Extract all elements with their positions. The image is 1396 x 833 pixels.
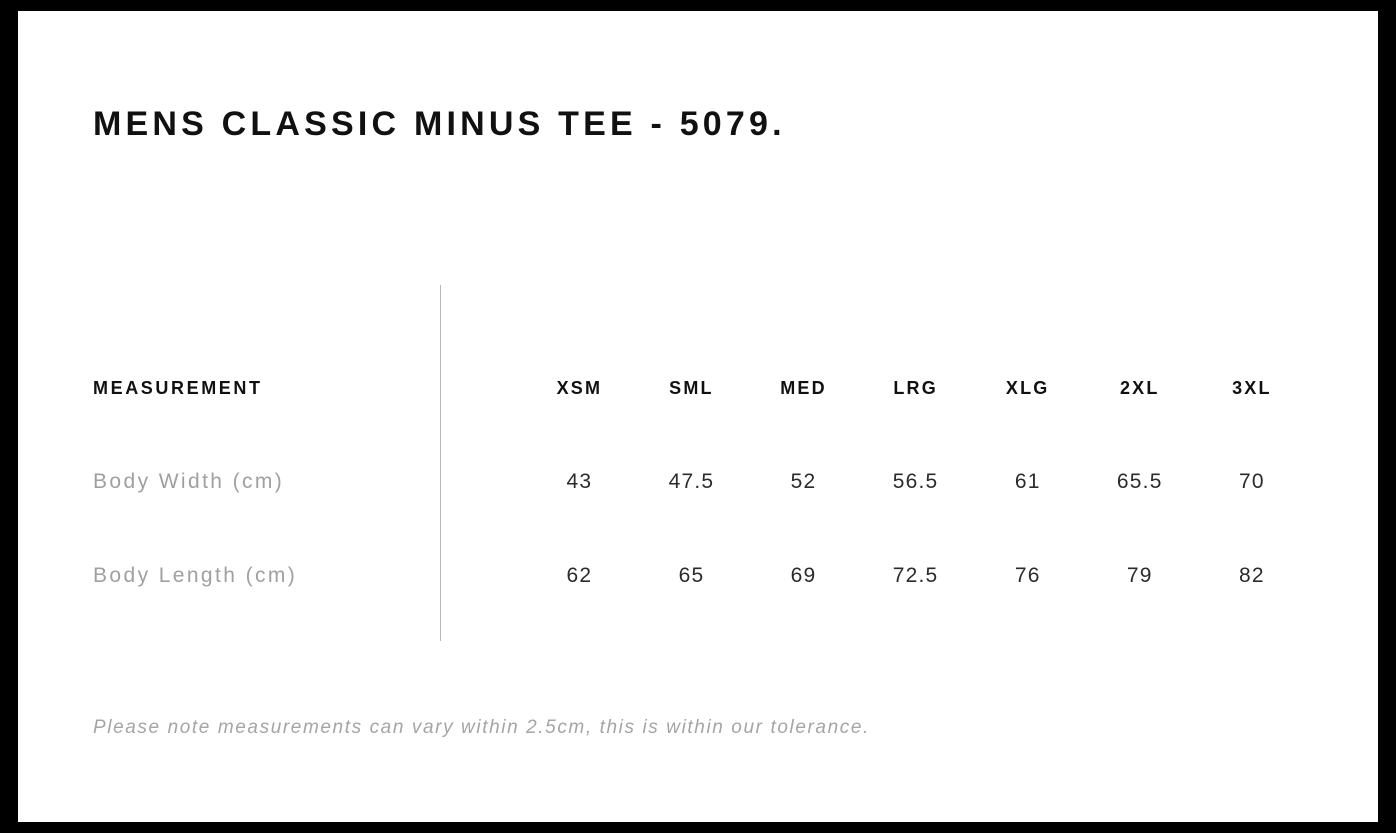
cell-body-length-xsm: 62 (566, 564, 593, 587)
tolerance-note: Please note measurements can vary within 2.5cm, this is within our tolerance. (93, 717, 870, 738)
size-column-header-sml: SML (669, 377, 714, 398)
page-title: MENS CLASSIC MINUS TEE - 5079. (93, 105, 786, 143)
row-label-body-width: Body Width (cm) (93, 470, 285, 493)
cell-body-length-xlg: 76 (1014, 564, 1041, 587)
cell-body-width-xsm: 43 (566, 470, 593, 493)
table-row (93, 529, 1308, 623)
size-column-header-2xl: 2XL (1119, 377, 1160, 398)
size-column-header-xsm: XSM (556, 377, 603, 398)
size-chart-table (93, 341, 1308, 623)
size-column-header-med: MED (780, 377, 827, 398)
cell-body-width-xlg: 61 (1014, 470, 1041, 493)
size-chart-page (18, 11, 1378, 822)
row-label-body-length: Body Length (cm) (93, 564, 298, 587)
cell-body-length-sml: 65 (678, 564, 705, 587)
cell-body-width-3xl: 70 (1239, 470, 1265, 493)
cell-body-width-lrg: 56.5 (892, 470, 939, 493)
size-column-header-xlg: XLG (1005, 377, 1050, 398)
cell-body-length-med: 69 (790, 564, 817, 587)
cell-body-width-sml: 47.5 (668, 470, 715, 493)
measurement-column-header: MEASUREMENT (93, 377, 263, 398)
cell-body-length-3xl: 82 (1239, 564, 1265, 587)
size-column-header-lrg: LRG (893, 377, 938, 398)
cell-body-width-2xl: 65.5 (1116, 470, 1163, 493)
size-column-header-3xl: 3XL (1232, 377, 1272, 398)
table-header-row (93, 341, 1308, 435)
table-row (93, 435, 1308, 529)
cell-body-length-2xl: 79 (1126, 564, 1153, 587)
cell-body-length-lrg: 72.5 (892, 564, 939, 587)
cell-body-width-med: 52 (790, 470, 817, 493)
